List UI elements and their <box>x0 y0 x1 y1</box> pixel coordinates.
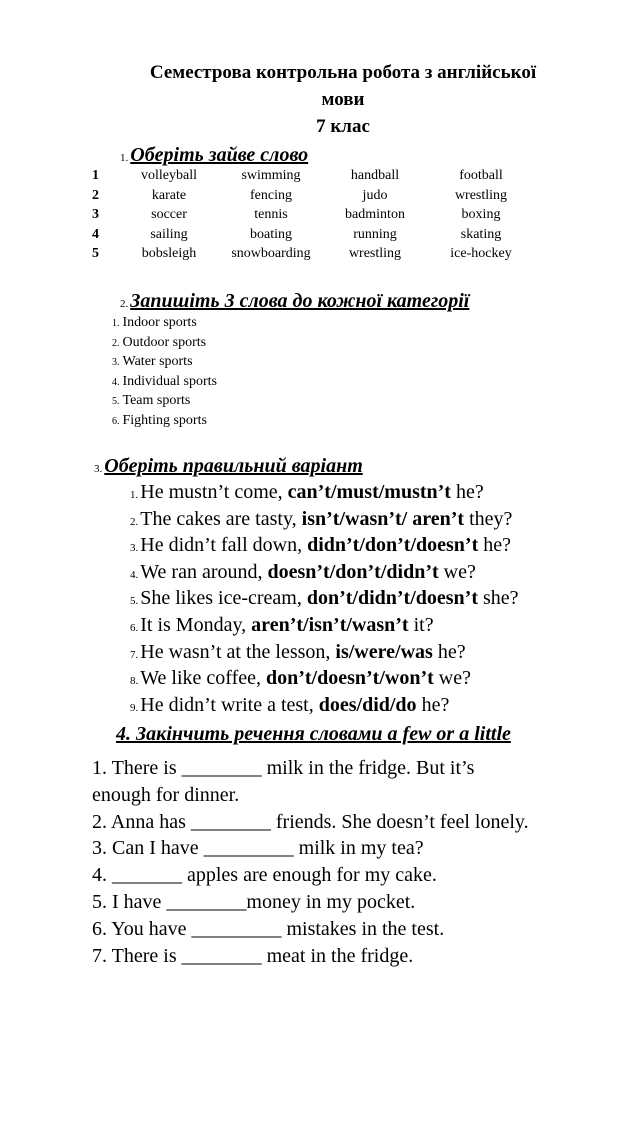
page-title-line1: Семестрова контрольна робота з англійської <box>149 62 537 83</box>
section1-row-number: 2 <box>92 187 99 203</box>
section3-question-number: 4. <box>130 568 139 581</box>
section1-word-cell: running <box>353 226 397 242</box>
section1-heading: Оберіть зайве слово <box>130 144 309 166</box>
section3-question <box>130 614 434 637</box>
section2-item-number: 3. <box>112 357 120 368</box>
section3-question-options: doesn’t/don’t/didn’t <box>267 560 439 583</box>
section3-question <box>130 561 476 584</box>
section1-word-cell: handball <box>350 168 400 183</box>
section1-row-number: 1 <box>92 168 99 183</box>
section1-row-number: 4 <box>92 226 99 242</box>
section3-question-number: 9. <box>130 701 139 714</box>
section2-list-item <box>112 413 207 429</box>
section3-question-text: He mustn’t come, <box>140 481 288 503</box>
section3-question-number: 3. <box>130 542 139 555</box>
section1-word-cell: karate <box>151 187 187 203</box>
section2-item-text: Team sports <box>122 393 191 408</box>
section3-question-options: is/were/was <box>335 640 433 663</box>
section4-heading: 4. Закінчить речення словами a few or a little <box>116 723 511 745</box>
section4-sentence: 3. Can I have _________ milk in my tea? <box>92 837 424 860</box>
section1-word-cell: boxing <box>461 207 501 222</box>
section2-list-item <box>112 374 217 390</box>
section4-sentence: 7. There is ________ meat in the fridge. <box>92 944 414 967</box>
section3-question-text: He didn’t fall down, <box>140 534 308 557</box>
section3-question <box>130 481 484 504</box>
section3-question-tag: he? <box>416 693 450 716</box>
section1-word-cell: tennis <box>254 207 288 222</box>
section1-word-cell: boating <box>250 226 292 242</box>
section1-word-cell: football <box>459 168 503 183</box>
section1-word-cell: wrestling <box>454 187 508 203</box>
section1-word-cell: wrestling <box>348 246 402 261</box>
section3-question <box>130 667 471 690</box>
section3-question-tag: he? <box>478 534 511 557</box>
section2-list-item <box>112 354 193 370</box>
section3-question-text: It is Monday, <box>140 614 252 636</box>
section3-question-options: don’t/didn’t/doesn’t <box>306 587 478 610</box>
section3-heading: Оберіть правильний варіант <box>104 455 363 477</box>
section3-question-number: 2. <box>130 515 139 528</box>
section2-item-text: Indoor sports <box>122 315 197 330</box>
section3-number: 3. <box>94 463 103 475</box>
section3-question-text: We ran around, <box>140 560 268 583</box>
section2-item-text: Outdoor sports <box>122 334 207 350</box>
section3-question <box>130 508 512 531</box>
section3-question-tag: it? <box>408 614 434 636</box>
section1-word-cell: bobsleigh <box>141 246 197 261</box>
section1-word-cell: ice-hockey <box>450 246 512 261</box>
section1-word-cell: skating <box>460 226 502 242</box>
section1-number: 1. <box>120 152 129 164</box>
section1-word-cell: volleyball <box>141 168 197 183</box>
section2-item-text: Individual sports <box>122 373 217 389</box>
section3-question-options: aren’t/isn’t/wasn’t <box>251 614 409 636</box>
section1-word-cell: sailing <box>150 226 188 242</box>
section2-item-number: 4. <box>112 376 120 388</box>
section3-question-number: 6. <box>130 622 139 634</box>
section3-question-tag: we? <box>438 560 476 583</box>
section3-question-tag: she? <box>478 587 519 610</box>
section3-question-number: 1. <box>130 489 139 501</box>
section4-sentence: 6. You have _________ mistakes in the test. <box>92 917 445 940</box>
section3-question-text: He wasn’t at the lesson, <box>140 640 336 663</box>
section3-question-options: didn’t/don’t/doesn’t <box>307 534 479 557</box>
section4-sentence: 5. I have ________money in my pocket. <box>92 891 416 913</box>
section4-sentence: 4. _______ apples are enough for my cake. <box>92 864 437 887</box>
section2-item-number: 1. <box>112 318 120 329</box>
section2-item-number: 6. <box>112 415 120 427</box>
section2-list-item <box>112 315 197 331</box>
section4-sentence: enough for dinner. <box>92 783 240 806</box>
section1-word-cell: snowboarding <box>231 246 311 261</box>
section2-item-text: Fighting sports <box>122 412 207 428</box>
section2-item-text: Water sports <box>122 354 193 369</box>
section3-question-text: The cakes are tasty, <box>140 507 302 530</box>
section3-question-number: 7. <box>130 648 139 661</box>
section2-heading-block <box>120 290 469 313</box>
section3-question-options: does/did/do <box>318 693 417 716</box>
section1-heading-block <box>120 144 308 167</box>
section3-question-tag: they? <box>464 507 513 530</box>
section3-heading-block <box>94 455 363 478</box>
section4-sentence: 1. There is ________ milk in the fridge. But it’s <box>92 757 475 779</box>
section2-number: 2. <box>120 298 129 310</box>
section1-word-cell: badminton <box>345 207 405 222</box>
section2-item-number: 5. <box>112 396 120 407</box>
section3-question-text: We like coffee, <box>140 667 266 690</box>
section2-list-item <box>112 393 190 409</box>
section3-question <box>130 534 511 557</box>
section3-question <box>130 587 519 610</box>
section3-question-tag: we? <box>433 667 471 690</box>
section2-heading: Запишіть 3 слова до кожної категорії <box>130 290 470 312</box>
section3-question-number: 5. <box>130 595 139 608</box>
section3-question <box>130 641 466 664</box>
section3-question <box>130 694 449 717</box>
section1-word-cell: fencing <box>250 187 292 203</box>
section3-question-options: don’t/doesn’t/won’t <box>265 667 434 690</box>
section3-question-text: He didn’t write a test, <box>140 693 319 716</box>
section1-word-cell: soccer <box>151 207 187 222</box>
section3-question-tag: he? <box>432 640 466 663</box>
section4-sentence: 2. Anna has ________ friends. She doesn’t feel lonely. <box>92 810 529 833</box>
section2-list-item <box>112 335 206 351</box>
section3-question-tag: he? <box>450 481 484 503</box>
section2-item-number: 2. <box>112 337 120 349</box>
section1-word-cell: judo <box>362 187 388 203</box>
section3-question-number: 8. <box>130 675 139 688</box>
page-title-grade: 7 клас <box>316 116 370 137</box>
section3-question-text: She likes ice-cream, <box>140 587 307 610</box>
section3-question-options: isn’t/wasn’t/ aren’t <box>301 507 465 530</box>
page-title-line2: мови <box>321 89 365 110</box>
section1-row-number: 3 <box>92 207 99 222</box>
section1-row-number: 5 <box>92 246 99 261</box>
section3-question-options: can’t/must/mustn’t <box>287 481 451 503</box>
section1-word-cell: swimming <box>241 168 301 183</box>
